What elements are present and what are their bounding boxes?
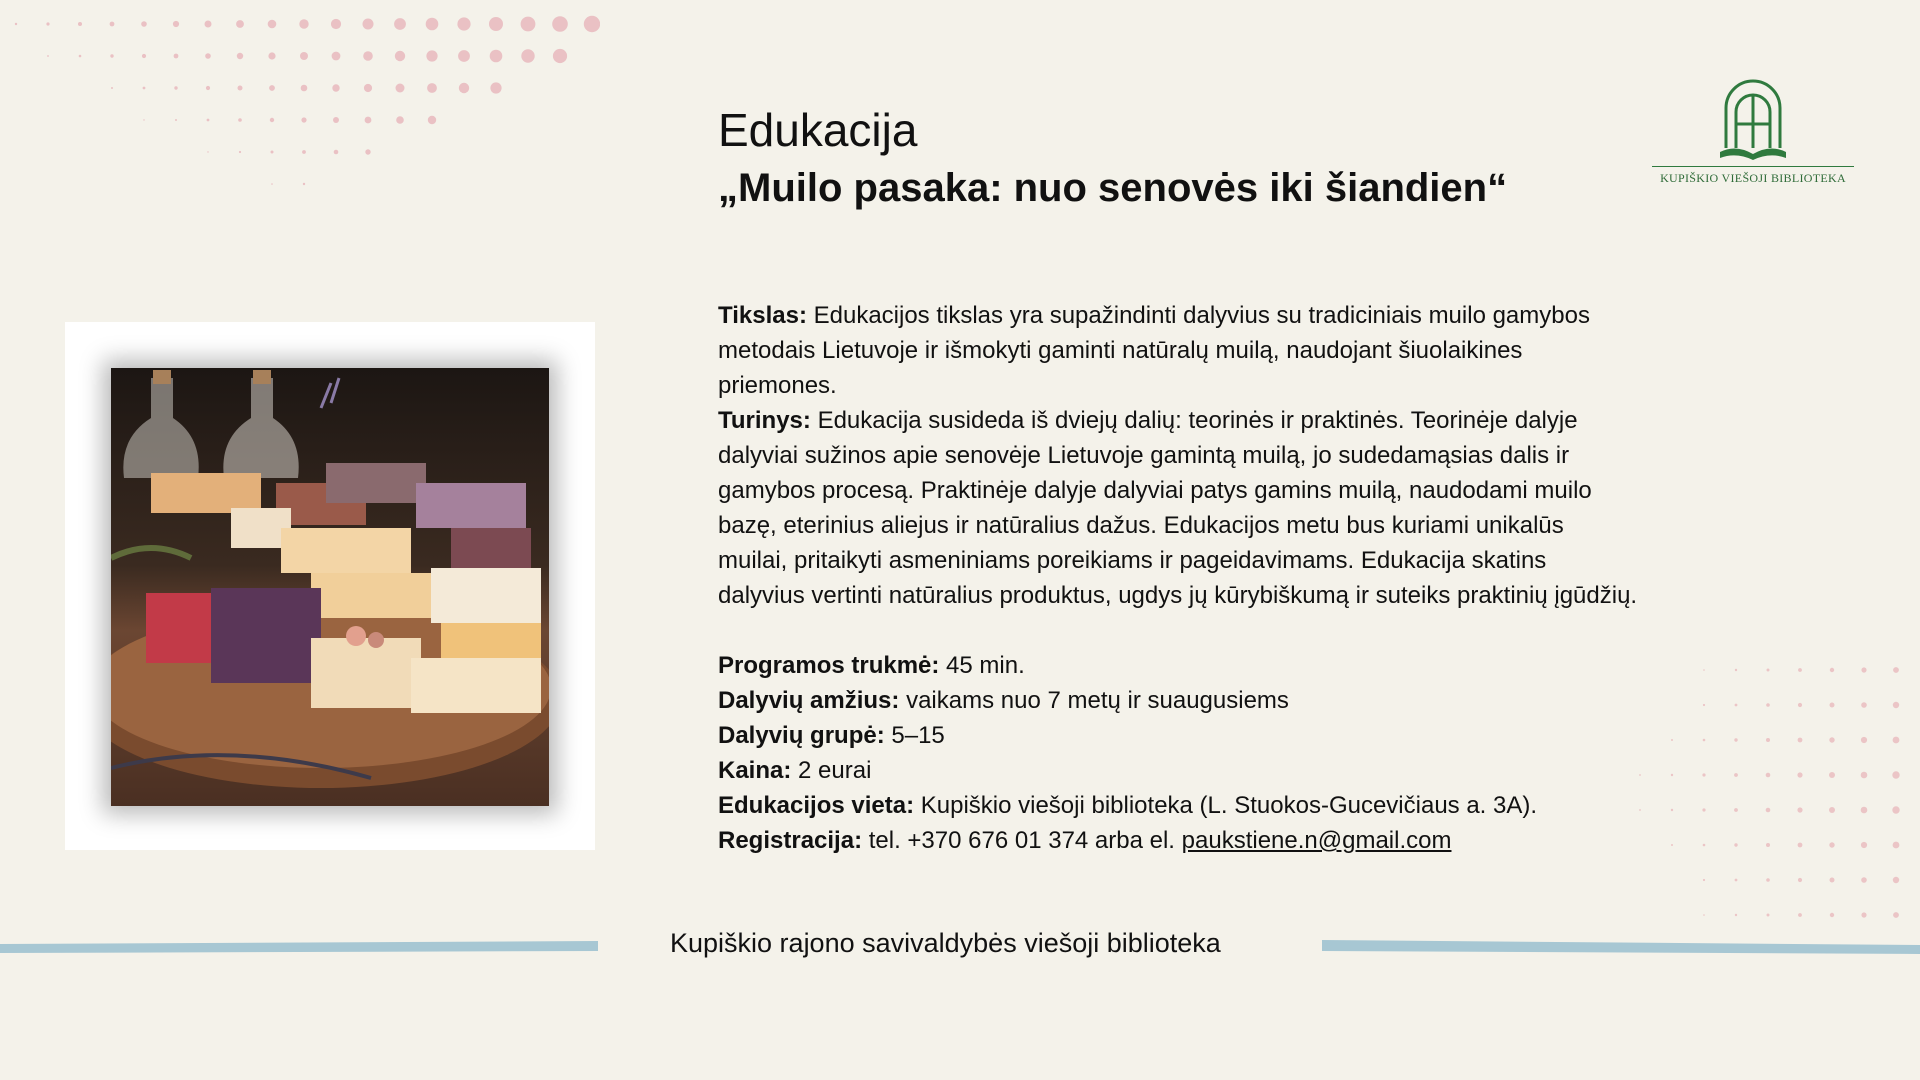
decorative-dot — [206, 86, 210, 90]
decorative-dot — [270, 118, 274, 122]
decorative-dot — [521, 49, 534, 62]
detail-registration — [718, 823, 1638, 858]
detail-value: Kupiškio viešoji biblioteka (L. Stuokos-Gucevičiaus a. 3A). — [914, 792, 1538, 819]
decorative-dot — [427, 83, 437, 93]
page-title: Edukacija — [718, 104, 918, 156]
decorative-dot — [174, 54, 179, 59]
decorative-dot — [1893, 912, 1899, 918]
decorative-dot — [1703, 844, 1706, 847]
footer-text: Kupiškio rajono savivaldybės viešoji biblioteka — [670, 928, 1221, 958]
decorative-dot — [332, 84, 339, 91]
decorative-dot — [1766, 773, 1771, 778]
decorative-dot — [143, 87, 146, 90]
decorative-dot — [1861, 842, 1867, 848]
decorative-dot — [1735, 914, 1737, 916]
decorative-dot — [1829, 737, 1834, 742]
decorative-dot — [1893, 877, 1899, 883]
goal-label: Tikslas: — [718, 302, 807, 329]
decorative-dot — [301, 85, 308, 92]
decorative-dot — [174, 86, 177, 89]
decorative-dot — [396, 84, 405, 93]
decorative-dot — [1703, 669, 1705, 671]
decorative-dot — [1734, 843, 1737, 846]
decorative-dot — [1734, 738, 1737, 741]
decorative-dot — [428, 116, 436, 124]
content-label: Turinys: — [718, 407, 811, 434]
decorative-dot — [365, 149, 370, 154]
detail-label: Dalyvių grupė: — [718, 722, 885, 749]
decorative-dot — [110, 22, 115, 27]
decorative-dot — [1861, 772, 1868, 779]
decorative-dot — [332, 52, 341, 61]
decorative-dot — [205, 21, 212, 28]
decorative-dot — [271, 183, 273, 185]
decorative-dot — [395, 51, 405, 61]
decorative-dot — [1735, 879, 1738, 882]
content-paragraph — [718, 403, 1638, 613]
registration-label: Registracija: — [718, 827, 863, 854]
decorative-dot — [268, 52, 275, 59]
goal-paragraph — [718, 298, 1638, 403]
decorative-dot — [1639, 809, 1641, 811]
photo-card — [65, 322, 595, 850]
decorative-dot — [1703, 739, 1706, 742]
decorative-dot — [1861, 737, 1867, 743]
decorative-dot — [1671, 809, 1673, 811]
decorative-dot — [365, 117, 372, 124]
decorative-dot — [207, 151, 208, 152]
library-logo — [1652, 74, 1854, 186]
decorative-dot — [1829, 772, 1835, 778]
decorative-dot — [1766, 843, 1770, 847]
decorative-dot — [1797, 772, 1802, 777]
decorative-dot — [1893, 702, 1899, 708]
decorative-dot — [1767, 669, 1770, 672]
decorative-dot — [457, 17, 470, 30]
footer-accent-line-right — [1322, 940, 1920, 954]
decorative-dot — [1734, 773, 1738, 777]
decorative-dot — [1893, 737, 1900, 744]
decorative-dot — [1861, 807, 1868, 814]
detail-group — [718, 718, 1638, 753]
soap-photo — [111, 368, 549, 806]
detail-location — [718, 788, 1638, 823]
decorative-dot — [1830, 668, 1834, 672]
decorative-dot — [426, 50, 437, 61]
decorative-dot — [237, 53, 243, 59]
handmade-soap-bars-icon — [111, 368, 549, 806]
decorative-dot — [1861, 912, 1866, 917]
decorative-dot — [1830, 703, 1835, 708]
decorative-dot — [394, 18, 406, 30]
decorative-dot — [553, 49, 567, 63]
detail-value: 2 eurai — [791, 757, 872, 784]
decorative-dot — [1892, 771, 1899, 778]
decorative-dot — [1702, 808, 1705, 811]
decorative-dot — [1766, 703, 1770, 707]
decorative-dot — [1671, 774, 1673, 776]
decorative-dot — [1798, 843, 1803, 848]
decorative-dot — [1830, 913, 1834, 917]
decorative-dot — [238, 118, 242, 122]
detail-price — [718, 753, 1638, 788]
decorative-dot — [142, 54, 146, 58]
footer-accent-line-left — [0, 941, 598, 953]
decorative-dots-top-left — [0, 0, 600, 230]
detail-value: vaikams nuo 7 metų ir suaugusiems — [899, 687, 1289, 714]
decorative-dot — [1734, 808, 1738, 812]
decorative-dot — [1703, 914, 1705, 916]
decorative-dot — [15, 23, 17, 25]
decorative-dot — [1766, 738, 1770, 742]
decorative-dot — [1829, 842, 1834, 847]
decorative-dot — [47, 55, 49, 57]
header — [718, 100, 1507, 216]
decorative-dot — [141, 21, 147, 27]
decorative-dot — [111, 87, 113, 89]
registration-text: tel. +370 676 01 374 arba el. — [862, 827, 1182, 854]
decorative-dot — [1798, 668, 1802, 672]
detail-label: Edukacijos vieta: — [718, 792, 915, 819]
decorative-dot — [175, 119, 177, 121]
spacer — [718, 613, 1638, 648]
decorative-dot — [1703, 879, 1705, 881]
decorative-dot — [584, 16, 600, 32]
decorative-dot — [1861, 667, 1866, 672]
decorative-dot — [268, 20, 277, 29]
decorative-dot — [299, 19, 308, 28]
decorative-dot — [173, 21, 179, 27]
decorative-dot — [331, 19, 341, 29]
decorative-dot — [1798, 878, 1802, 882]
detail-label: Kaina: — [718, 757, 792, 784]
detail-value: 45 min. — [939, 652, 1025, 679]
decorative-dot — [490, 82, 501, 93]
decorative-dot — [333, 117, 339, 123]
decorative-dot — [1830, 878, 1835, 883]
detail-value: 5–15 — [884, 722, 945, 749]
decorative-dot — [1798, 703, 1802, 707]
decorative-dot — [303, 183, 305, 185]
decorative-dot — [1702, 773, 1705, 776]
logo-text: KUPIŠKIO VIEŠOJI BIBLIOTEKA — [1660, 171, 1846, 185]
decorative-dot — [1735, 669, 1737, 671]
decorative-dot — [46, 22, 49, 25]
decorative-dot — [1703, 704, 1705, 706]
decorative-dot — [239, 151, 241, 153]
decorative-dot — [458, 50, 470, 62]
decorative-dot — [207, 119, 210, 122]
page-subtitle: „Muilo pasaka: nuo senovės iki šiandien“ — [718, 166, 1508, 210]
detail-duration — [718, 648, 1638, 683]
logo-divider — [1652, 166, 1854, 167]
decorative-dot — [238, 86, 243, 91]
decorative-dot — [302, 150, 306, 154]
content-text: Edukacija susideda iš dviejų dalių: teorinės ir praktinės. Teorinėje dalyje dalyviai sužinos apie senovėje Lietuvoje gamintą muilą, jo sudedamąsias dalis ir gamybos procesą. Praktinėje dalyje dalyviai patys gamins muilą, naudodami muilo bazę, eterinius aliejus ir natūralius dažus. Edukacijos metu bus kuriami unikalūs muilai, pritaikyti asmeniniams poreikiams ir pageidavimams. Edukacija skatins dalyvius vertinti natūralius produktus, ugdys jų kūrybiškumą ir suteiks praktinių įgūdžių. — [718, 407, 1638, 609]
decorative-dot — [271, 151, 274, 154]
description — [718, 298, 1638, 858]
email-link[interactable]: paukstiene.n@gmail.com — [1181, 827, 1452, 854]
decorative-dot — [1671, 844, 1673, 846]
decorative-dot — [1671, 739, 1673, 741]
decorative-dot — [396, 116, 404, 124]
decorative-dot — [236, 20, 244, 28]
decorative-dot — [1766, 808, 1771, 813]
decorative-dot — [1861, 877, 1867, 883]
decorative-dot — [79, 55, 82, 58]
decorative-dot — [1798, 913, 1802, 917]
decorative-dot — [334, 150, 339, 155]
decorative-dot — [364, 84, 372, 92]
decorative-dot — [363, 19, 374, 30]
decorative-dot — [490, 50, 503, 63]
detail-label: Programos trukmė: — [718, 652, 940, 679]
detail-age — [718, 683, 1638, 718]
decorative-dot — [1766, 878, 1770, 882]
decorative-dot — [363, 51, 373, 61]
decorative-dot — [78, 22, 82, 26]
decorative-dot — [521, 17, 536, 32]
decorative-dot — [1829, 807, 1835, 813]
decorative-dot — [110, 54, 113, 57]
decorative-dot — [1893, 842, 1900, 849]
library-arch-book-icon — [1716, 74, 1790, 162]
decorative-dot — [1735, 704, 1738, 707]
decorative-dot — [1893, 667, 1899, 673]
decorative-dot — [426, 18, 439, 31]
decorative-dot — [301, 117, 306, 122]
decorative-dot — [1892, 806, 1899, 813]
decorative-dot — [269, 85, 275, 91]
decorative-dot — [1639, 774, 1641, 776]
decorative-dot — [205, 53, 211, 59]
decorative-dot — [552, 16, 568, 32]
decorative-dot — [1798, 738, 1803, 743]
decorative-dot — [1861, 702, 1867, 708]
detail-label: Dalyvių amžius: — [718, 687, 900, 714]
decorative-dot — [143, 119, 144, 120]
goal-text: Edukacijos tikslas yra supažindinti dalyvius su tradiciniais muilo gamybos metodais Lietuvoje ir išmokyti gaminti natūralų muilą, naudojant šiuolaikines priemones. — [718, 302, 1590, 399]
decorative-dot — [1767, 914, 1770, 917]
decorative-dots-bottom-right — [1630, 660, 1920, 950]
decorative-dot — [300, 52, 308, 60]
decorative-dot — [489, 17, 503, 31]
decorative-dot — [1797, 807, 1802, 812]
decorative-dot — [459, 83, 469, 93]
